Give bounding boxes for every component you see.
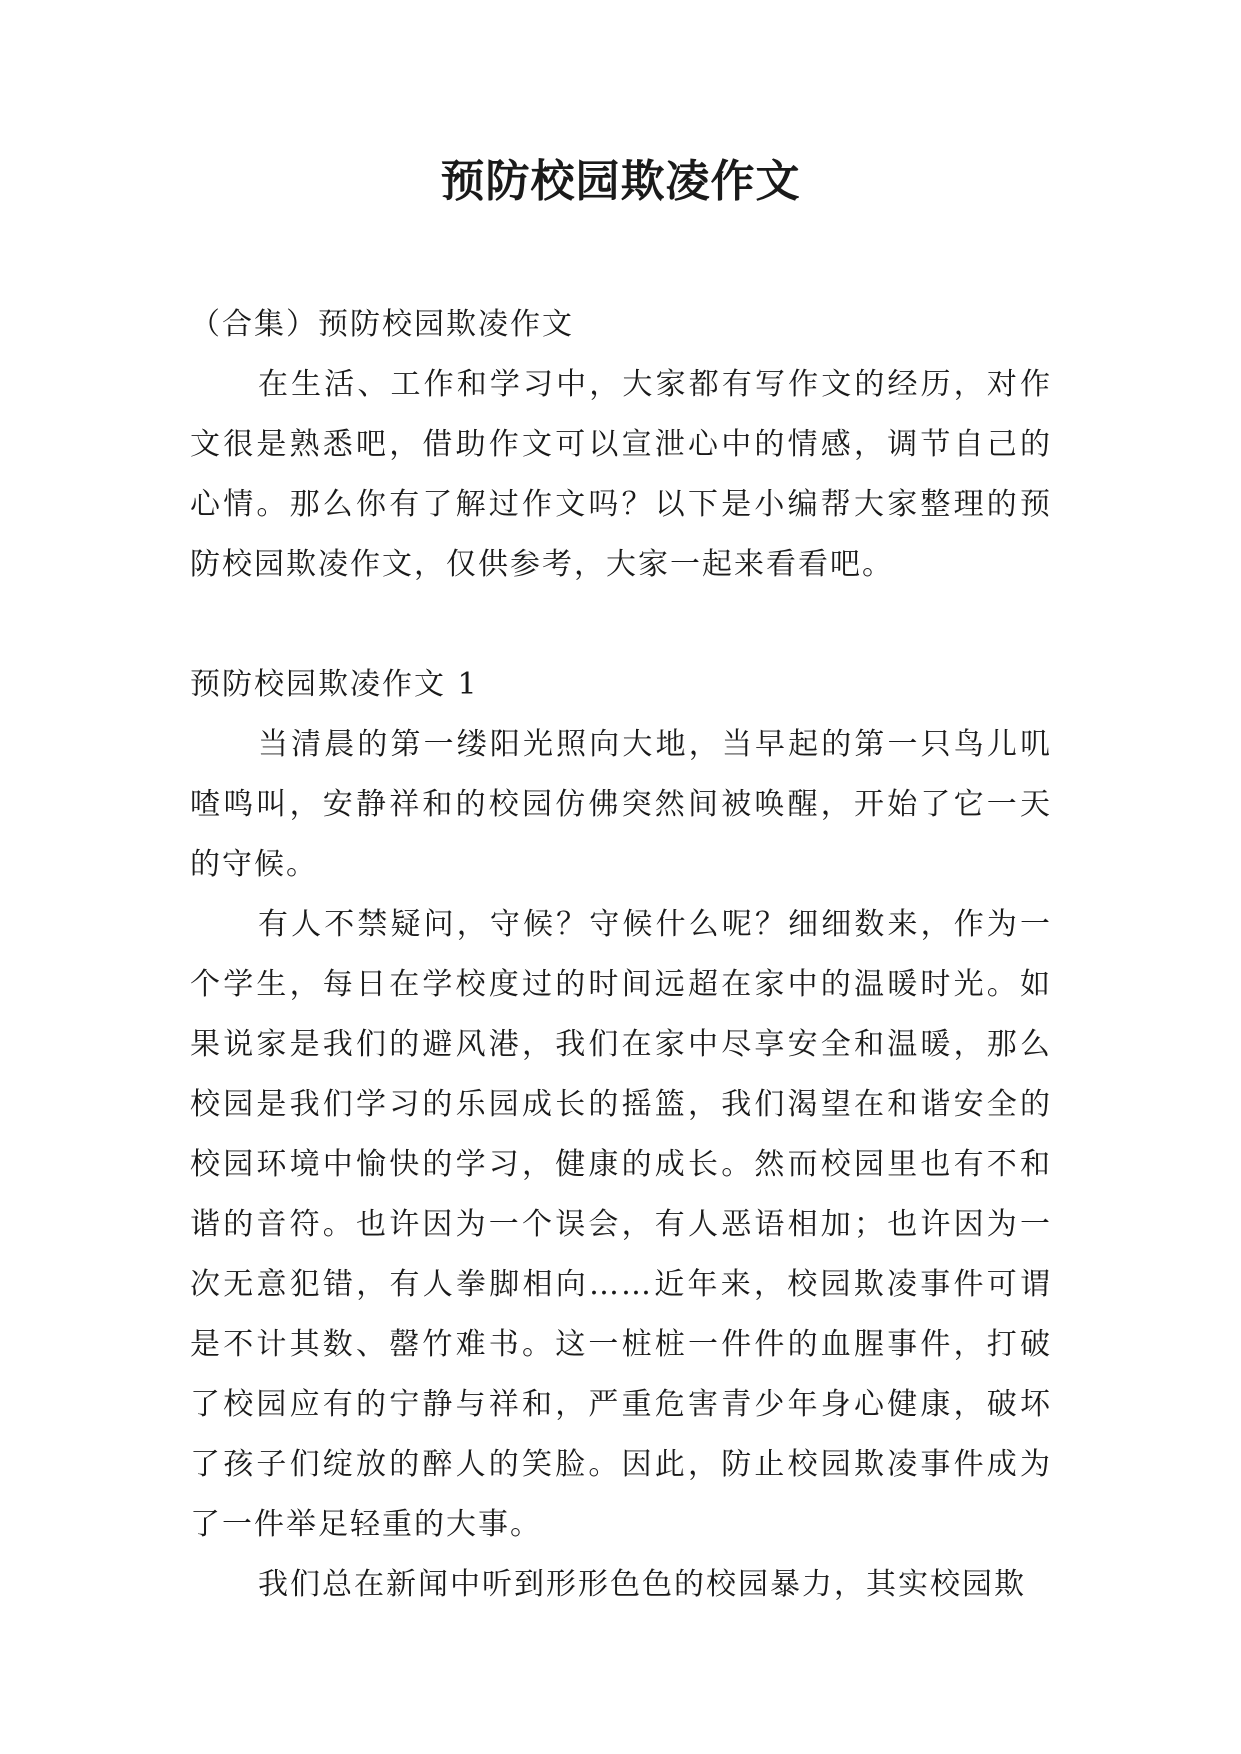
document-subtitle: （合集）预防校园欺凌作文 [190,307,574,342]
document-title: 预防校园欺凌作文 [440,156,801,207]
section-spacer [190,595,1052,655]
section-heading: 预防校园欺凌作文 1 [190,667,479,702]
intro-paragraph: 在生活、工作和学习中，大家都有写作文的经历，对作文很是熟悉吧，借助作文可以宣泄心中的情感，调节自己的心情。那么你有了解过作文吗？以下是小编帮大家整理的预防校园欺凌作文，仅供参考，大家一起来看看吧。 [190,367,1052,582]
body-paragraph-2: 有人不禁疑问，守候？守候什么呢？细细数来，作为一个学生，每日在学校度过的时间远超在家中的温暖时光。如果说家是我们的避风港，我们在家中尽享安全和温暖，那么校园是我们学习的乐园成长的摇篮，我们渴望在和谐安全的校园环境中愉快的学习，健康的成长。然而校园里也有不和谐的音符。也许因为一个误会，有人恶语相加；也许因为一次无意犯错，有人拳脚相向……近年来，校园欺凌事件可谓是不计其数、罄竹难书。这一桩桩一件件的血腥事件，打破了校园应有的宁静与祥和，严重危害青少年身心健康，破坏了孩子们绽放的醉人的笑脸。因此，防止校园欺凌事件成为了一件举足轻重的大事。 [190,907,1052,1542]
document-body [190,295,1052,1615]
body-paragraph-1: 当清晨的第一缕阳光照向大地，当早起的第一只鸟儿叽喳鸣叫，安静祥和的校园仿佛突然间被唤醒，开始了它一天的守候。 [190,727,1052,882]
body-paragraph-3: 我们总在新闻中听到形形色色的校园暴力，其实校园欺 [258,1567,1026,1602]
